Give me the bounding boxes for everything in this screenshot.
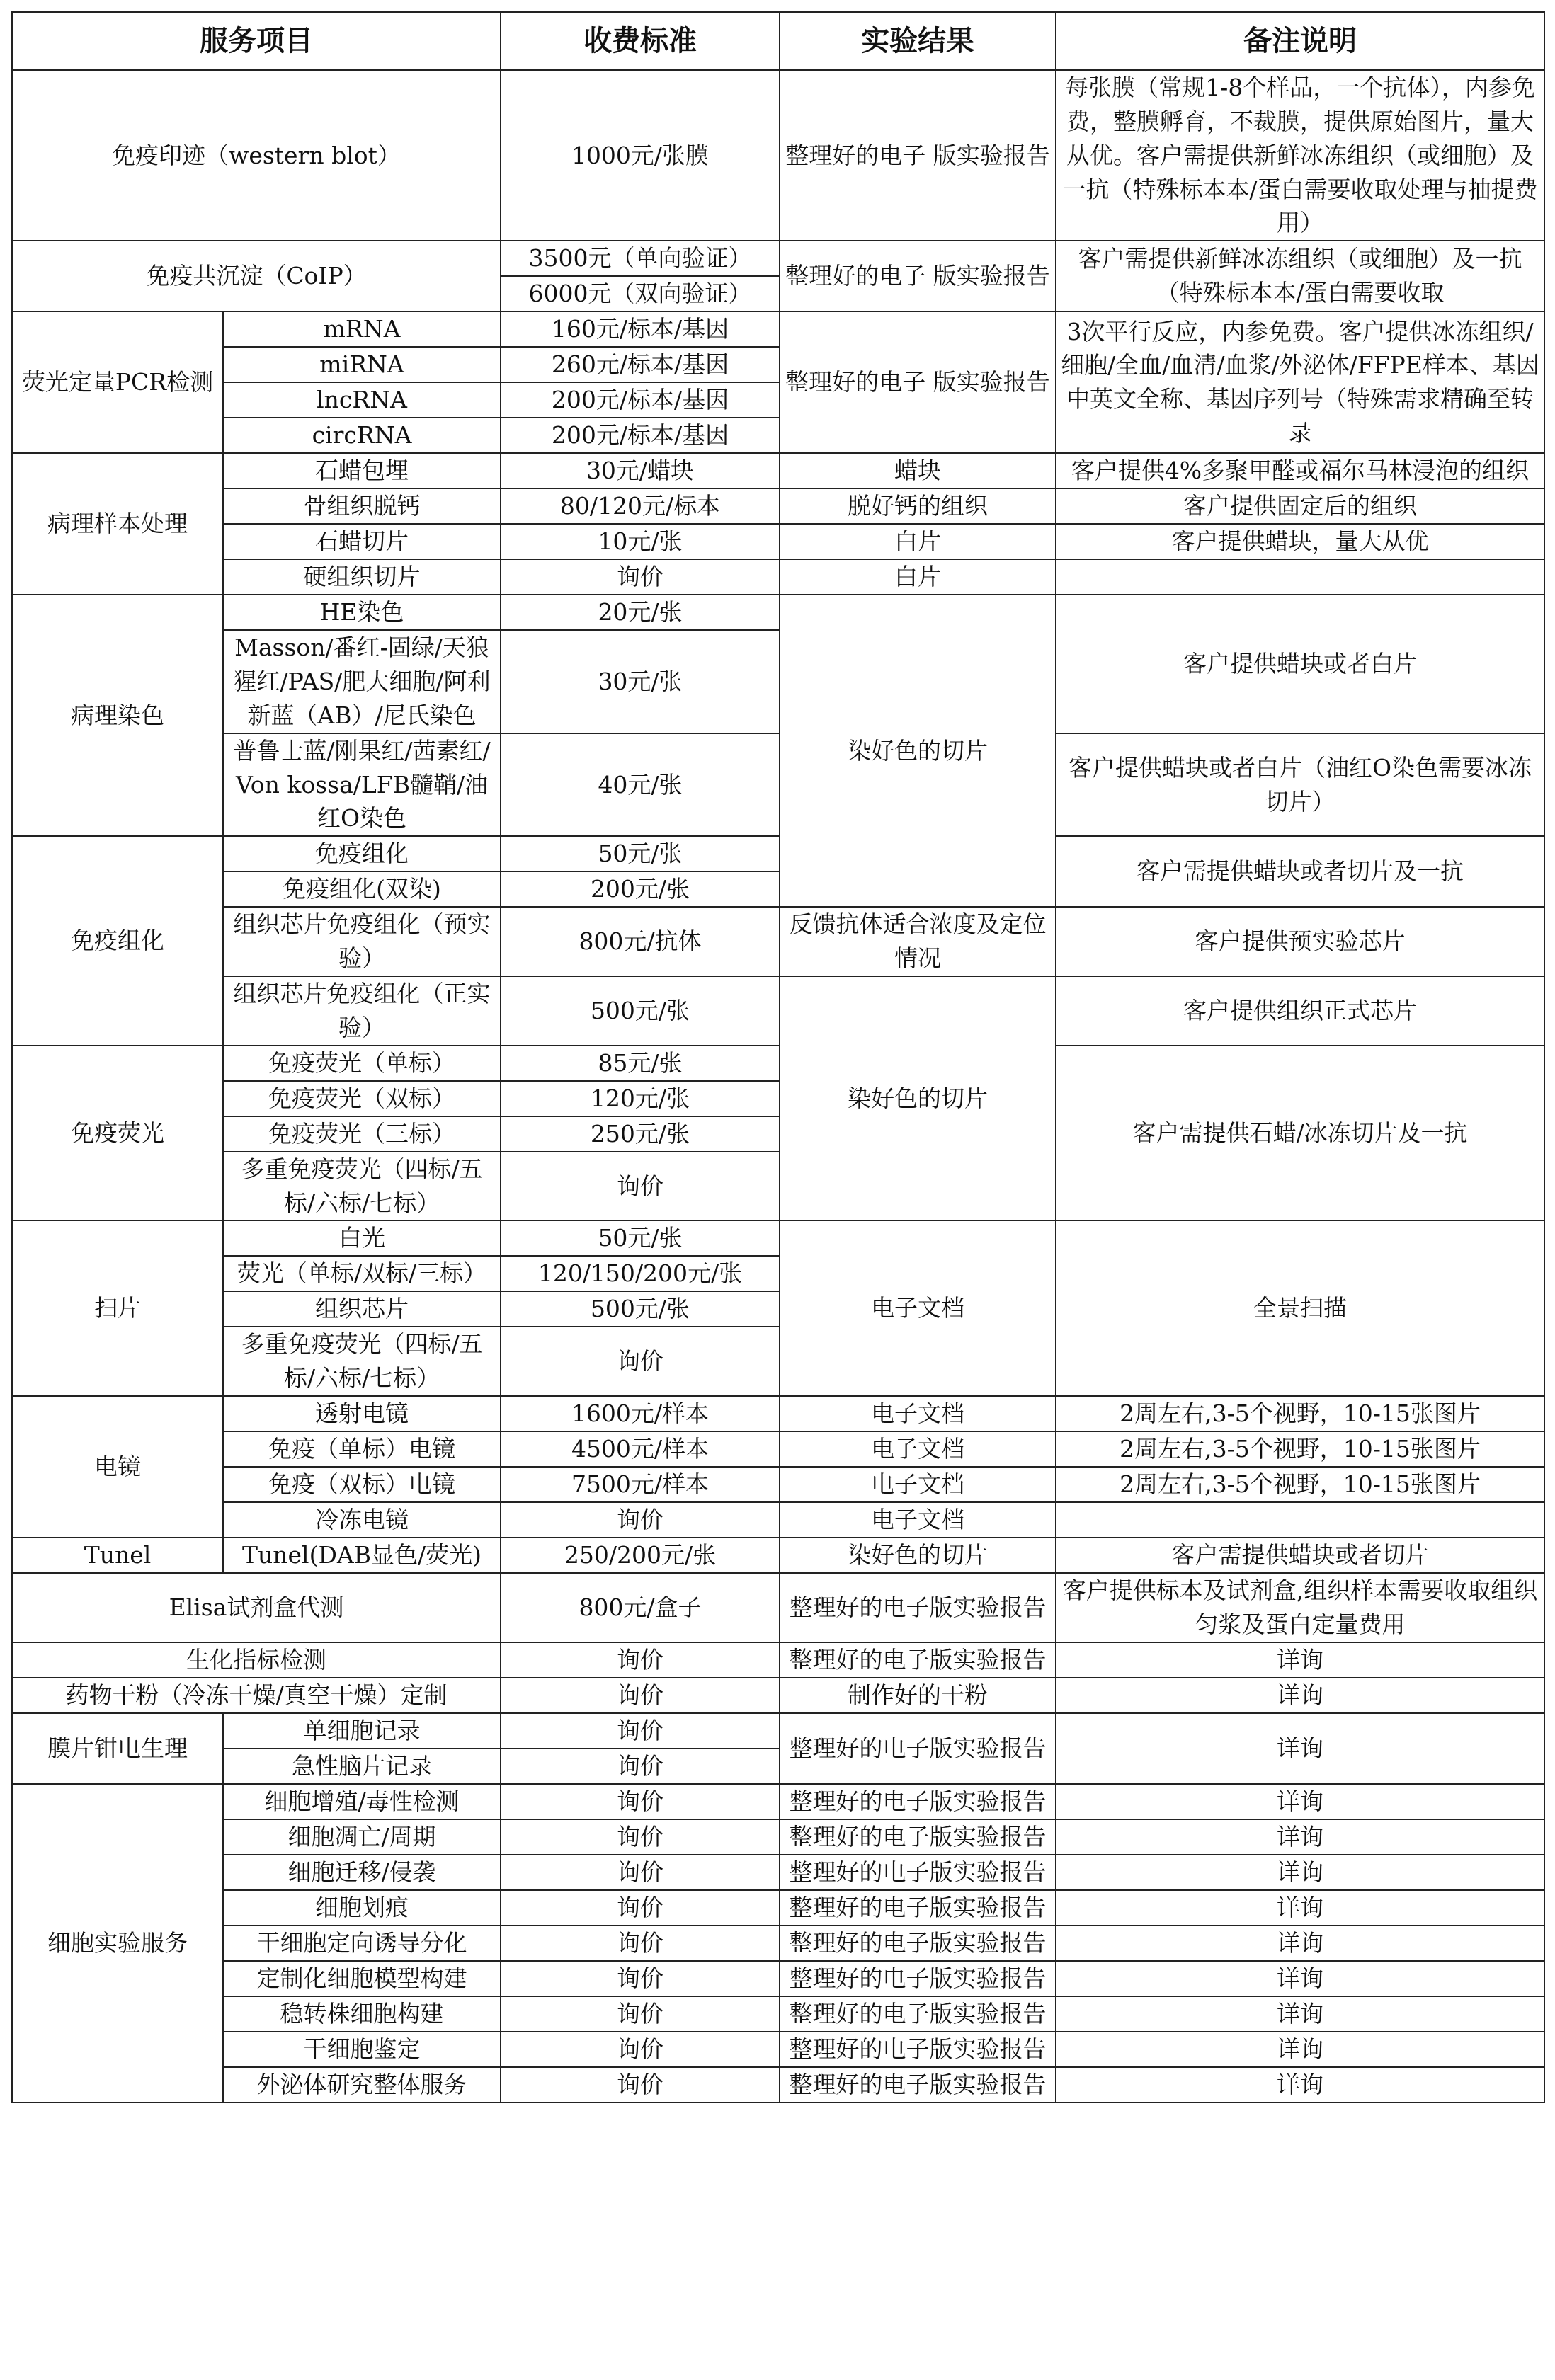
note-cell: 客户提供预实验芯片 xyxy=(1056,907,1544,976)
price-cell: 50元/张 xyxy=(501,1220,780,1256)
result-cell: 整理好的电子 版实验报告 xyxy=(780,241,1056,311)
sub-item: 组织芯片免疫组化（正实验） xyxy=(223,976,501,1046)
sub-item: 免疫荧光（单标） xyxy=(223,1046,501,1081)
sub-item: 细胞凋亡/周期 xyxy=(223,1819,501,1855)
group-name: 电镜 xyxy=(12,1396,223,1538)
table-row xyxy=(12,1926,1544,1961)
table-row xyxy=(12,559,1544,595)
price-cell: 3500元（单向验证） xyxy=(501,241,780,276)
header-result: 实验结果 xyxy=(780,12,1056,70)
header-note: 备注说明 xyxy=(1056,12,1544,70)
result-cell: 整理好的电子版实验报告 xyxy=(780,1961,1056,1996)
result-cell: 电子文档 xyxy=(780,1467,1056,1502)
group-name: 荧光定量PCR检测 xyxy=(12,311,223,453)
note-cell: 3次平行反应，内参免费。客户提供冰冻组织/细胞/全血/血清/血浆/外泌体/FFPE样本、基因中英文全称、基因序列号（特殊需求精确至转录 xyxy=(1056,311,1544,453)
table-row xyxy=(12,1220,1544,1256)
sub-item: 稳转株细胞构建 xyxy=(223,1996,501,2032)
note-cell: 客户提供4%多聚甲醛或福尔马林浸泡的组织 xyxy=(1056,453,1544,488)
price-cell: 250元/张 xyxy=(501,1116,780,1152)
price-cell: 询价 xyxy=(501,1678,780,1713)
group-name: 免疫组化 xyxy=(12,836,223,1045)
result-cell: 染好色的切片 xyxy=(780,1538,1056,1573)
group-name: 病理染色 xyxy=(12,595,223,836)
header-service: 服务项目 xyxy=(12,12,501,70)
result-cell: 整理好的电子版实验报告 xyxy=(780,1573,1056,1642)
note-cell: 客户提供蜡块或者白片 xyxy=(1056,595,1544,733)
sub-item: 多重免疫荧光（四标/五标/六标/七标） xyxy=(223,1152,501,1221)
price-cell: 30元/张 xyxy=(501,630,780,733)
result-cell: 整理好的电子版实验报告 xyxy=(780,1819,1056,1855)
result-cell: 整理好的电子版实验报告 xyxy=(780,2032,1056,2067)
result-cell: 整理好的电子版实验报告 xyxy=(780,1926,1056,1961)
table-row xyxy=(12,1431,1544,1467)
result-cell: 电子文档 xyxy=(780,1220,1056,1396)
sub-item: 白光 xyxy=(223,1220,501,1256)
header-price: 收费标准 xyxy=(501,12,780,70)
result-cell: 整理好的电子版实验报告 xyxy=(780,2067,1056,2102)
note-cell: 详询 xyxy=(1056,2032,1544,2067)
sub-item: 急性脑片记录 xyxy=(223,1749,501,1784)
price-cell: 200元/张 xyxy=(501,871,780,907)
price-cell: 询价 xyxy=(501,1642,780,1678)
table-row xyxy=(12,2032,1544,2067)
result-cell: 电子文档 xyxy=(780,1396,1056,1431)
result-cell: 反馈抗体适合浓度及定位情况 xyxy=(780,907,1056,976)
table-row xyxy=(12,836,1544,871)
sub-item: circRNA xyxy=(223,418,501,453)
note-cell: 客户需提供石蜡/冰冻切片及一抗 xyxy=(1056,1046,1544,1221)
table-row xyxy=(12,488,1544,524)
sub-item: 石蜡包埋 xyxy=(223,453,501,488)
sub-item: 定制化细胞模型构建 xyxy=(223,1961,501,1996)
sub-item: 冷冻电镜 xyxy=(223,1502,501,1538)
group-name: Tunel xyxy=(12,1538,223,1573)
price-cell: 7500元/样本 xyxy=(501,1467,780,1502)
table-row xyxy=(12,1713,1544,1749)
table-row xyxy=(12,1046,1544,1081)
table-row xyxy=(12,595,1544,630)
group-name: 病理样本处理 xyxy=(12,453,223,595)
price-cell: 询价 xyxy=(501,1327,780,1396)
result-cell: 电子文档 xyxy=(780,1502,1056,1538)
price-cell: 询价 xyxy=(501,1890,780,1926)
sub-item: mRNA xyxy=(223,311,501,347)
price-cell: 询价 xyxy=(501,1152,780,1221)
result-cell: 整理好的电子版实验报告 xyxy=(780,1996,1056,2032)
table-row xyxy=(12,1678,1544,1713)
sub-item: 组织芯片免疫组化（预实验） xyxy=(223,907,501,976)
note-cell: 2周左右,3-5个视野，10-15张图片 xyxy=(1056,1431,1544,1467)
price-cell: 4500元/样本 xyxy=(501,1431,780,1467)
sub-item: 骨组织脱钙 xyxy=(223,488,501,524)
price-cell: 6000元（双向验证） xyxy=(501,276,780,311)
result-cell: 整理好的电子版实验报告 xyxy=(780,1890,1056,1926)
price-cell: 80/120元/标本 xyxy=(501,488,780,524)
table-row xyxy=(12,1467,1544,1502)
note-cell: 客户提供蜡块或者白片（油红O染色需要冰冻切片） xyxy=(1056,733,1544,837)
note-cell: 详询 xyxy=(1056,1642,1544,1678)
service-name: 药物干粉（冷冻干燥/真空干燥）定制 xyxy=(12,1678,501,1713)
note-cell xyxy=(1056,1502,1544,1538)
result-cell: 白片 xyxy=(780,524,1056,559)
price-cell: 40元/张 xyxy=(501,733,780,837)
note-cell: 每张膜（常规1-8个样品，一个抗体），内参免费，整膜孵育，不裁膜，提供原始图片，量大从优。客户需提供新鲜冰冻组织（或细胞）及一抗（特殊标本本/蛋白需要收取处理与抽提费用） xyxy=(1056,70,1544,241)
price-cell: 800元/盒子 xyxy=(501,1573,780,1642)
price-cell: 120/150/200元/张 xyxy=(501,1256,780,1291)
price-cell: 询价 xyxy=(501,1855,780,1890)
sub-item: 多重免疫荧光（四标/五标/六标/七标） xyxy=(223,1327,501,1396)
table-row xyxy=(12,1396,1544,1431)
price-cell: 200元/标本/基因 xyxy=(501,382,780,418)
result-cell: 整理好的电子版实验报告 xyxy=(780,1784,1056,1819)
price-cell: 询价 xyxy=(501,2067,780,2102)
sub-item: Masson/番红-固绿/天狼猩红/PAS/肥大细胞/阿利新蓝（AB）/尼氏染色 xyxy=(223,630,501,733)
note-cell: 详询 xyxy=(1056,1819,1544,1855)
price-cell: 1600元/样本 xyxy=(501,1396,780,1431)
sub-item: 外泌体研究整体服务 xyxy=(223,2067,501,2102)
sub-item: 普鲁士蓝/刚果红/茜素红/Von kossa/LFB髓鞘/油红O染色 xyxy=(223,733,501,837)
price-cell: 询价 xyxy=(501,1996,780,2032)
group-name: 膜片钳电生理 xyxy=(12,1713,223,1784)
price-cell: 30元/蜡块 xyxy=(501,453,780,488)
service-name: 生化指标检测 xyxy=(12,1642,501,1678)
sub-item: lncRNA xyxy=(223,382,501,418)
note-cell: 全景扫描 xyxy=(1056,1220,1544,1396)
price-cell: 询价 xyxy=(501,1749,780,1784)
note-cell: 详询 xyxy=(1056,1926,1544,1961)
table-row xyxy=(12,1996,1544,2032)
header-row xyxy=(12,12,1544,70)
sub-item: 细胞迁移/侵袭 xyxy=(223,1855,501,1890)
result-cell: 整理好的电子 版实验报告 xyxy=(780,311,1056,453)
price-cell: 160元/标本/基因 xyxy=(501,311,780,347)
group-name: 免疫荧光 xyxy=(12,1046,223,1221)
table-row xyxy=(12,733,1544,837)
table-row xyxy=(12,976,1544,1046)
price-cell: 询价 xyxy=(501,1819,780,1855)
result-cell: 染好色的切片 xyxy=(780,595,1056,907)
price-cell: 200元/标本/基因 xyxy=(501,418,780,453)
sub-item: 硬组织切片 xyxy=(223,559,501,595)
price-table xyxy=(11,11,1545,2103)
price-cell: 120元/张 xyxy=(501,1081,780,1116)
table-row xyxy=(12,1573,1544,1642)
note-cell: 2周左右,3-5个视野，10-15张图片 xyxy=(1056,1467,1544,1502)
result-cell: 整理好的电子版实验报告 xyxy=(780,1713,1056,1784)
service-name: Elisa试剂盒代测 xyxy=(12,1573,501,1642)
table-row xyxy=(12,907,1544,976)
note-cell: 客户提供蜡块，量大从优 xyxy=(1056,524,1544,559)
note-cell: 详询 xyxy=(1056,1996,1544,2032)
price-cell: 询价 xyxy=(501,2032,780,2067)
price-cell: 500元/张 xyxy=(501,1291,780,1327)
note-cell: 详询 xyxy=(1056,1961,1544,1996)
group-name: 细胞实验服务 xyxy=(12,1784,223,2102)
table-row xyxy=(12,1961,1544,1996)
sub-item: 组织芯片 xyxy=(223,1291,501,1327)
price-cell: 260元/标本/基因 xyxy=(501,347,780,382)
service-name: 免疫共沉淀（CoIP） xyxy=(12,241,501,311)
sub-item: 干细胞鉴定 xyxy=(223,2032,501,2067)
result-cell: 整理好的电子版实验报告 xyxy=(780,1855,1056,1890)
sub-item: 石蜡切片 xyxy=(223,524,501,559)
sub-item: 干细胞定向诱导分化 xyxy=(223,1926,501,1961)
note-cell: 详询 xyxy=(1056,1784,1544,1819)
service-name: 免疫印迹（western blot） xyxy=(12,70,501,241)
sub-item: 免疫组化(双染) xyxy=(223,871,501,907)
price-cell: 85元/张 xyxy=(501,1046,780,1081)
result-cell: 蜡块 xyxy=(780,453,1056,488)
note-cell: 详询 xyxy=(1056,1678,1544,1713)
price-cell: 20元/张 xyxy=(501,595,780,630)
price-cell: 询价 xyxy=(501,559,780,595)
sub-item: 细胞划痕 xyxy=(223,1890,501,1926)
table-row xyxy=(12,1642,1544,1678)
note-cell: 客户需提供蜡块或者切片 xyxy=(1056,1538,1544,1573)
price-cell: 询价 xyxy=(501,1961,780,1996)
result-cell: 电子文档 xyxy=(780,1431,1056,1467)
sub-item: HE染色 xyxy=(223,595,501,630)
table-row xyxy=(12,1784,1544,1819)
sub-item: 免疫（单标）电镜 xyxy=(223,1431,501,1467)
note-cell: 详询 xyxy=(1056,1713,1544,1784)
sub-item: 荧光（单标/双标/三标） xyxy=(223,1256,501,1291)
table-row xyxy=(12,1502,1544,1538)
group-name: 扫片 xyxy=(12,1220,223,1396)
sub-item: Tunel(DAB显色/荧光) xyxy=(223,1538,501,1573)
table-row xyxy=(12,1890,1544,1926)
price-cell: 询价 xyxy=(501,1926,780,1961)
table-row xyxy=(12,2067,1544,2102)
sub-item: 免疫荧光（双标） xyxy=(223,1081,501,1116)
sub-item: miRNA xyxy=(223,347,501,382)
table-row xyxy=(12,70,1544,241)
note-cell: 详询 xyxy=(1056,1855,1544,1890)
note-cell: 详询 xyxy=(1056,2067,1544,2102)
table-row xyxy=(12,241,1544,276)
note-cell xyxy=(1056,559,1544,595)
result-cell: 染好色的切片 xyxy=(780,976,1056,1220)
table-row xyxy=(12,524,1544,559)
price-cell: 1000元/张膜 xyxy=(501,70,780,241)
table-row xyxy=(12,453,1544,488)
table-row xyxy=(12,311,1544,347)
result-cell: 整理好的电子 版实验报告 xyxy=(780,70,1056,241)
note-cell: 详询 xyxy=(1056,1890,1544,1926)
price-cell: 询价 xyxy=(501,1502,780,1538)
sub-item: 免疫荧光（三标） xyxy=(223,1116,501,1152)
price-cell: 50元/张 xyxy=(501,836,780,871)
note-cell: 客户需提供蜡块或者切片及一抗 xyxy=(1056,836,1544,907)
result-cell: 脱好钙的组织 xyxy=(780,488,1056,524)
table-row xyxy=(12,1855,1544,1890)
sub-item: 透射电镜 xyxy=(223,1396,501,1431)
result-cell: 制作好的干粉 xyxy=(780,1678,1056,1713)
note-cell: 客户提供标本及试剂盒,组织样本需要收取组织匀浆及蛋白定量费用 xyxy=(1056,1573,1544,1642)
result-cell: 白片 xyxy=(780,559,1056,595)
sub-item: 单细胞记录 xyxy=(223,1713,501,1749)
sub-item: 细胞增殖/毒性检测 xyxy=(223,1784,501,1819)
price-cell: 250/200元/张 xyxy=(501,1538,780,1573)
result-cell: 整理好的电子版实验报告 xyxy=(780,1642,1056,1678)
sub-item: 免疫（双标）电镜 xyxy=(223,1467,501,1502)
note-cell: 2周左右,3-5个视野，10-15张图片 xyxy=(1056,1396,1544,1431)
price-cell: 询价 xyxy=(501,1713,780,1749)
price-cell: 500元/张 xyxy=(501,976,780,1046)
price-cell: 询价 xyxy=(501,1784,780,1819)
note-cell: 客户需提供新鲜冰冻组织（或细胞）及一抗（特殊标本本/蛋白需要收取 xyxy=(1056,241,1544,311)
table-row xyxy=(12,1538,1544,1573)
price-cell: 10元/张 xyxy=(501,524,780,559)
price-cell: 800元/抗体 xyxy=(501,907,780,976)
sub-item: 免疫组化 xyxy=(223,836,501,871)
note-cell: 客户提供固定后的组织 xyxy=(1056,488,1544,524)
table-row xyxy=(12,1819,1544,1855)
note-cell: 客户提供组织正式芯片 xyxy=(1056,976,1544,1046)
